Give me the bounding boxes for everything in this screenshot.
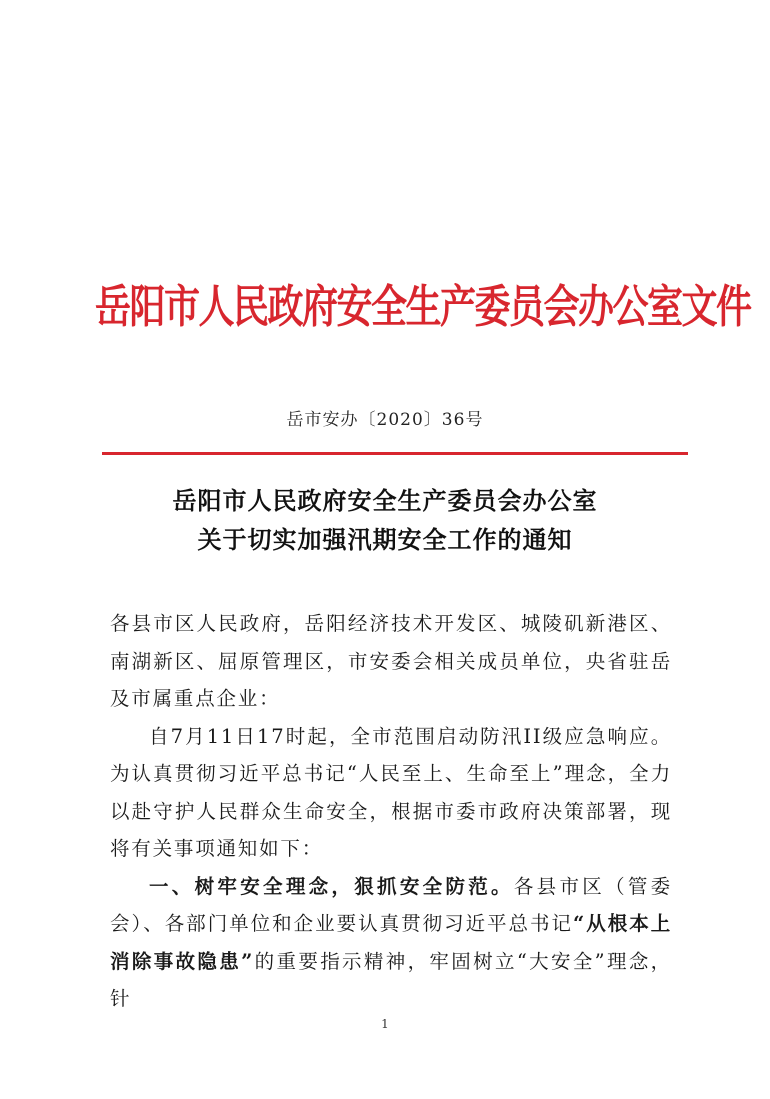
red-divider-line [102,452,688,455]
notice-title-line-2: 关于切实加强汛期安全工作的通知 [197,525,573,554]
document-body [110,605,672,1018]
page-number: 1 [381,1017,389,1031]
issuer-title: 岳阳市人民政府安全生产委员会办公室文件 [95,280,751,334]
section-1-quote: “从根本上消除事故隐患” [110,912,672,973]
notice-title [0,481,770,559]
section-1-paragraph [110,868,672,1018]
section-1-heading: 一、树牢安全理念，狠抓安全防范。 [149,874,514,898]
intro-paragraph: 自7月11日17时起，全市范围启动防汛II级应急响应。为认真贯彻习近平总书记“人民至上、生命至上”理念，全力以赴守护人民群众生命安全，根据市委市政府决策部署，现将有关事项通知如下： [110,724,672,860]
section-1-text-a: 各县市区（管委会）、各部门单位和企业要认真贯彻习近平总书记 [110,874,672,935]
notice-title-line-1: 岳阳市人民政府安全生产委员会办公室 [172,486,598,515]
section-1-text-b: 的重要指示精神，牢固树立“大安全”理念，针 [110,949,672,1010]
addressees-paragraph: 各县市区人民政府，岳阳经济技术开发区、城陵矶新港区、南湖新区、屈原管理区，市安委会相关成员单位，央省驻岳及市属重点企业： [110,612,672,710]
document-number: 岳市安办〔2020〕36号 [286,410,484,430]
